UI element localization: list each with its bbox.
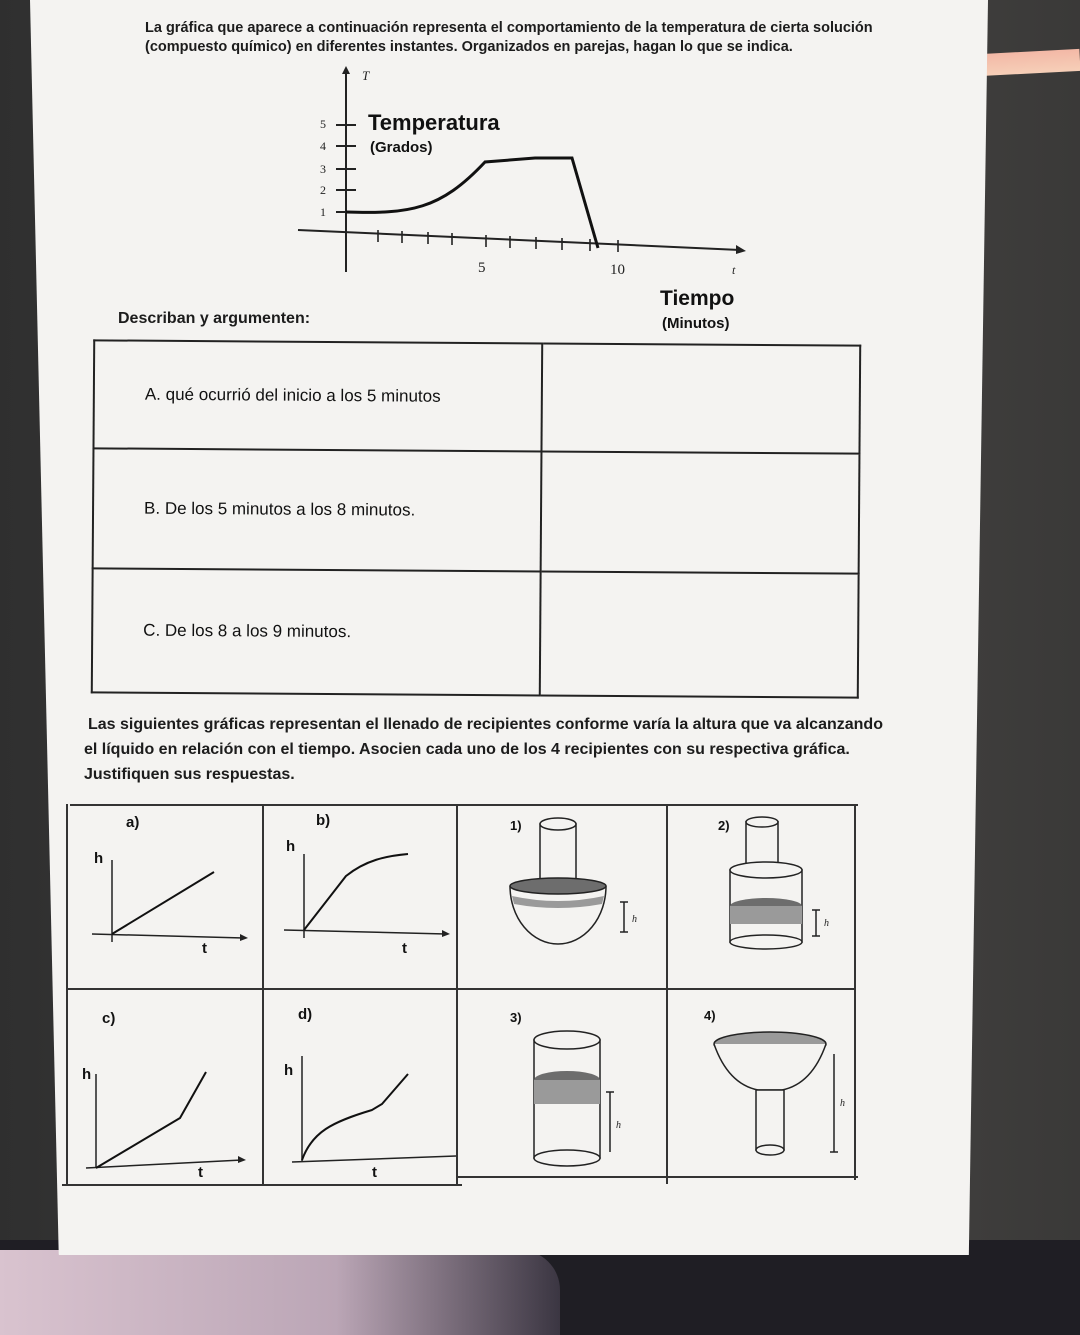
container-1-label: 1) xyxy=(510,818,522,833)
graph-d-label: d) xyxy=(298,1006,313,1023)
section2-line-3: Justifiquen sus respuestas. xyxy=(84,766,295,783)
container-4-h: h xyxy=(840,1098,845,1109)
graph-d-y: h xyxy=(284,1062,294,1079)
graph-c-y: h xyxy=(82,1066,92,1083)
container-2-label: 2) xyxy=(718,818,730,833)
container-3-cylinder xyxy=(516,1024,656,1174)
y-tick-5: 5 xyxy=(320,117,326,131)
y-tick-2: 2 xyxy=(320,183,326,197)
y-title: Temperatura xyxy=(368,110,500,135)
y-tick-4: 4 xyxy=(320,139,326,153)
graph-b-y: h xyxy=(286,838,296,855)
section2-line-2: el líquido en relación con el tiempo. Asocien cada uno de los 4 recipientes con su respectiva gráfica. xyxy=(84,741,850,758)
matching-grid xyxy=(62,800,858,1190)
graph-b xyxy=(276,842,456,946)
graph-b-x: t xyxy=(402,940,407,957)
container-2-cylinder-with-tube xyxy=(712,810,862,960)
container-3-h: h xyxy=(616,1120,621,1131)
answer-a[interactable] xyxy=(541,343,860,453)
questions-table xyxy=(91,339,861,698)
question-c: C. De los 8 a los 9 minutos. xyxy=(92,568,541,695)
x-tick-5: 5 xyxy=(478,260,486,276)
table-row xyxy=(93,340,860,453)
x-title: Tiempo xyxy=(660,287,735,310)
y-unit: (Grados) xyxy=(370,139,433,156)
graph-d xyxy=(272,1052,462,1168)
container-3-label: 3) xyxy=(510,1010,522,1025)
x-unit: (Minutos) xyxy=(662,315,730,332)
container-1-h: h xyxy=(632,914,637,925)
x-axis-symbol: t xyxy=(732,263,736,277)
graph-a xyxy=(82,850,252,950)
question-a: A. qué ocurrió del inicio a los 5 minutos xyxy=(93,340,542,451)
y-tick-3: 3 xyxy=(320,162,326,176)
answer-c[interactable] xyxy=(540,571,859,697)
pink-cloth xyxy=(0,1250,560,1335)
graph-b-label: b) xyxy=(316,812,331,829)
graph-a-y: h xyxy=(94,850,104,867)
graph-c xyxy=(76,1064,262,1176)
table-row xyxy=(92,568,859,697)
container-2-h: h xyxy=(824,918,829,929)
graph-c-label: c) xyxy=(102,1010,116,1027)
section2-line-1: Las siguientes gráficas representan el llenado de recipientes conforme varía la altura que va alcanzando xyxy=(88,716,883,733)
graph-d-x: t xyxy=(372,1164,377,1181)
y-axis-symbol: T xyxy=(362,68,370,83)
answer-b[interactable] xyxy=(541,451,860,573)
container-1-bowl-with-tube xyxy=(502,814,662,964)
x-tick-10: 10 xyxy=(610,262,625,278)
table-row xyxy=(93,448,860,573)
temperature-graph xyxy=(290,62,760,332)
instruction: Describan y argumenten: xyxy=(118,310,311,327)
container-4-label: 4) xyxy=(704,1008,716,1023)
graph-c-x: t xyxy=(198,1164,203,1181)
container-4-funnel xyxy=(708,1024,858,1174)
intro-line-2: (compuesto químico) en diferentes instantes. Organizados en parejas, hagan lo que se indica. xyxy=(145,39,793,55)
intro-line-1: La gráfica que aparece a continuación representa el comportamiento de la temperatura de cierta solución xyxy=(145,20,873,36)
graph-a-x: t xyxy=(202,940,207,957)
question-b: B. De los 5 minutos a los 8 minutos. xyxy=(93,448,542,571)
graph-a-label: a) xyxy=(126,814,140,831)
y-tick-1: 1 xyxy=(320,205,326,219)
